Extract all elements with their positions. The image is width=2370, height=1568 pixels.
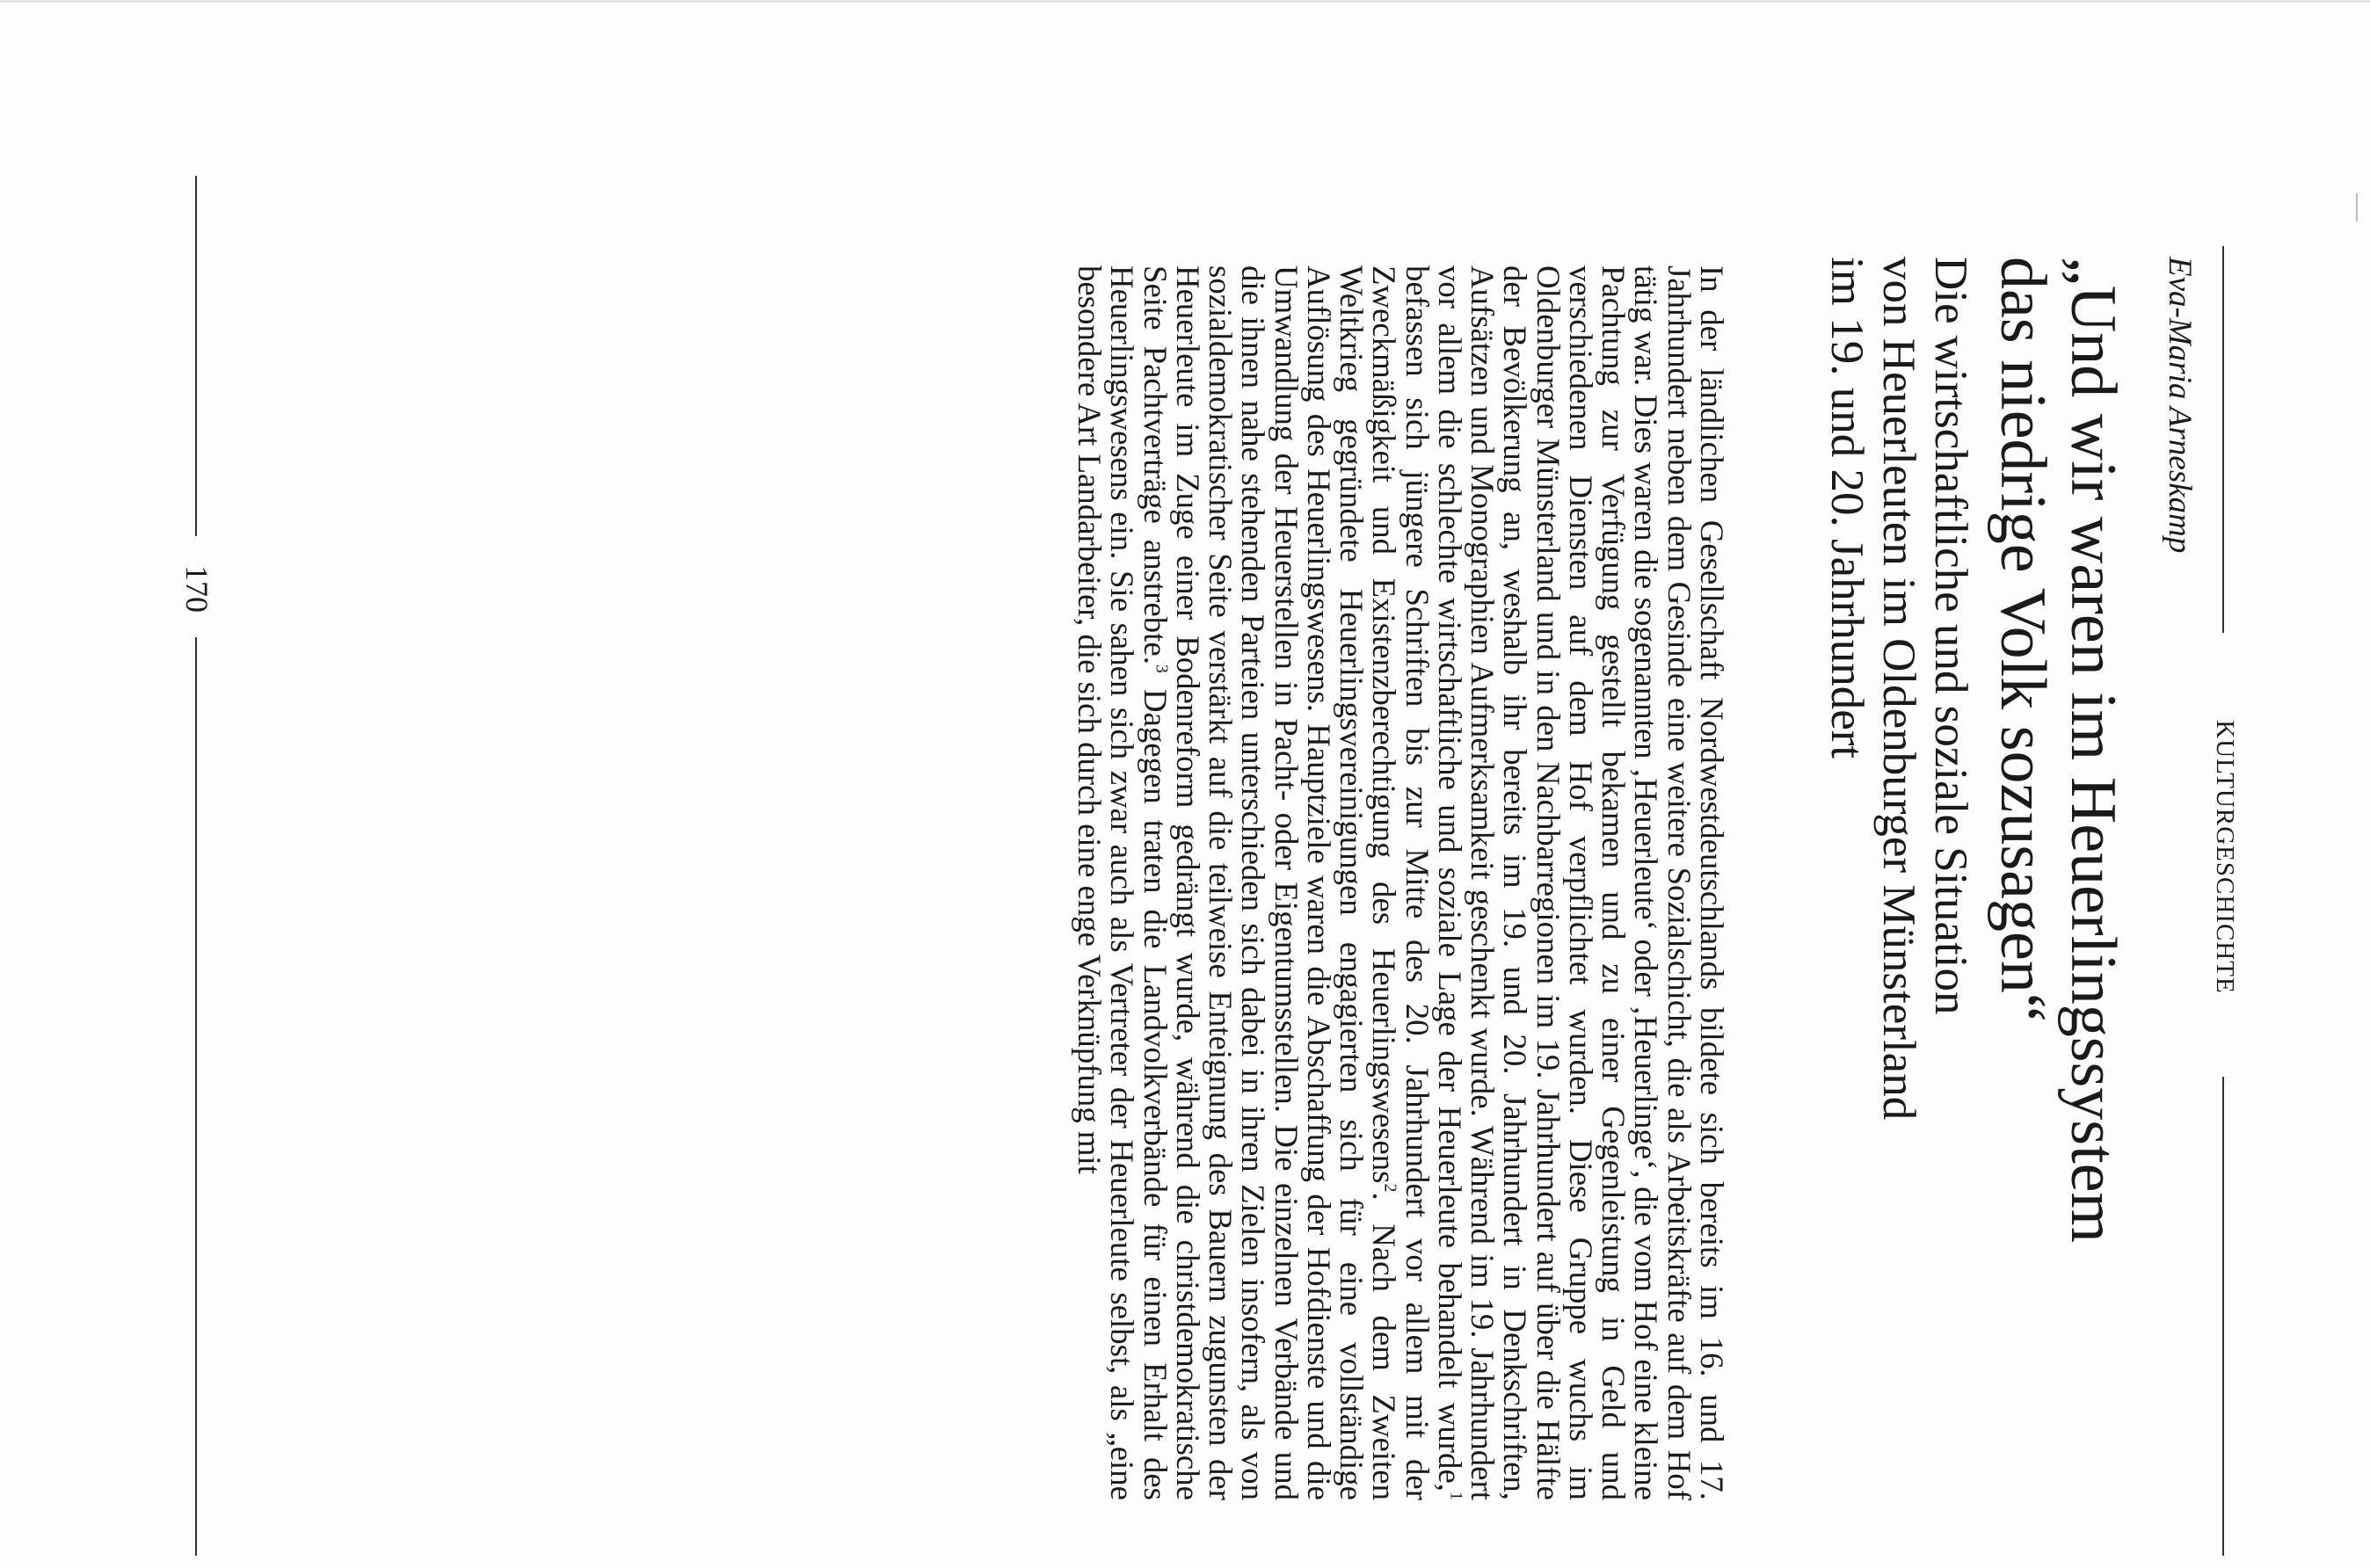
body-text-part-2: befassen sich jüngere Schriften bis zur Mitte des 20. Jahrhundert vor allem mit der Zweckmäßigkeit und Existenzberechtigung des Heuerlingswesens [1366, 265, 1436, 1500]
section-label: KULTURGESCHICHTE [2211, 720, 2239, 994]
body-text-part-3: . Nach dem Zweiten Weltkrieg gegründete Heuerlingsvereinigungen engagierten sich für eine vollständige Auflösung des Heuerlingswesens. Hauptziele waren die Abschaffung der Hofdienste und die Umwandlung der Heuerstellen in Pacht- oder Eigentumsstellen. Die einzelnen Verbände und die ihnen nahe stehenden Parteien unterschieden sich dabei in ihren Zielen insofern, als von sozialdemokratischer Seite verstärkt auf die teilweise Enteignung des Bauern zugunsten der Heuerleute im Zuge einer Bodenreform gedrängt wurde, während die christdemokratische Seite Pachtverträge anstrebte. [1137, 265, 1403, 1500]
article-subtitle [1821, 257, 1976, 1531]
footnote-ref-2: 2 [1380, 1183, 1400, 1193]
article-title [1988, 257, 2128, 1531]
subtitle-line-2: von Heuerleuten im Oldenburger Münsterland [1873, 257, 1924, 1121]
running-head-rule-left [2222, 246, 2224, 633]
subtitle-line-3: im 19. und 20. Jahrhundert [1821, 257, 1872, 759]
author-name: Eva-Maria Arneskamp [2162, 257, 2198, 554]
footnote-ref-3: 3 [1152, 664, 1172, 673]
title-line-1: „Und wir waren im Heuerlingssystem [2057, 257, 2129, 1244]
body-paragraph [1073, 265, 1728, 1500]
page-number: 170 [179, 565, 214, 613]
running-head [2211, 246, 2240, 1556]
running-head-rule-right [2222, 1077, 2224, 1556]
body-text-part-4: Dagegen traten die Landvolkverbände für einen Erhalt des Heuerlingswesens ein. Sie sahen sich zwar auch als Vertreter der Heuerleute selbst, als „eine besondere Art Landarbeiter, die sich durch eine enge Verknüpfung mit [1072, 265, 1174, 1501]
footer-rule-right [195, 637, 197, 1556]
page-footer [179, 176, 214, 1556]
subtitle-line-1: Die wirtschaftliche und soziale Situation [1925, 257, 1976, 1015]
body-text-part-1: In der ländlichen Gesellschaft Nordwestdeutschlands bildete sich bereits im 16. und 17. Jahrhundert neben dem Gesinde eine weitere Sozialschicht, die als Arbeitskräfte auf dem Hof tätig war. Dies waren die sogenannten ‚Heuerleute‘ oder ‚Heuerlinge‘, die vom Hof eine kleine Pachtung zur Verfügung gestellt bekamen und zu einer Gegenleistung in Geld und verschiedenen Diensten auf dem Hof verpflichtet wurden. Diese Gruppe wuchs im Oldenburger Münsterland und in den Nachbarregionen im 19. Jahrhundert auf über die Hälfte der Bevölkerung an, weshalb ihr bereits im 19. und 20. Jahrhundert in Denkschriften, Aufsätzen und Monographien Aufmerksamkeit geschenkt wurde. Während im 19. Jahrhundert vor allem die schlechte wirtschaftliche und soziale Lage der Heuerleute behandelt wurde, [1432, 265, 1730, 1500]
footnote-ref-1: 1 [1446, 1492, 1466, 1500]
title-line-2: das niedrige Volk sozusagen“ [1987, 257, 2059, 1022]
footer-rule-left [195, 176, 197, 536]
